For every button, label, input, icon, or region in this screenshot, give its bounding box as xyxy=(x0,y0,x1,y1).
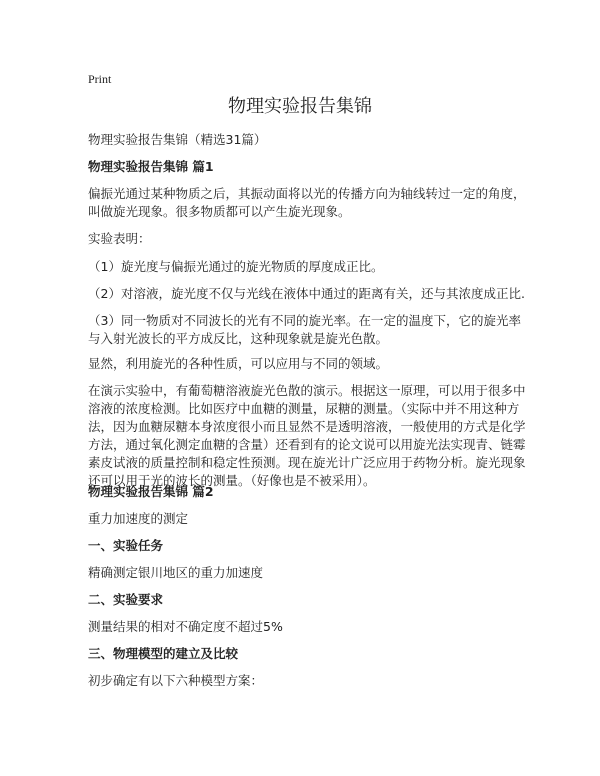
subtitle: 物理实验报告集锦（精选31篇） xyxy=(88,132,267,147)
subheading: 三、物理模型的建立及比较 xyxy=(88,646,239,661)
subheading: 一、实验任务 xyxy=(88,538,164,553)
section-heading-2: 物理实验报告集锦 篇2 xyxy=(88,484,214,499)
paragraph: （1）旋光度与偏振光通过的旋光物质的厚度成正比。 xyxy=(88,259,384,274)
paragraph: 精确测定银川地区的重力加速度 xyxy=(88,565,264,580)
subheading: 二、实验要求 xyxy=(88,592,164,607)
paragraph: （3）同一物质对不同波长的光有不同的旋光率。在一定的温度下，它的旋光率与入射光波长的平方成反比，这种现象就是旋光色散。 xyxy=(88,313,521,346)
paragraph: 偏振光通过某种物质之后，其振动面将以光的传播方向为轴线转过一定的角度，叫做旋光现象。很多物质都可以产生旋光现象。 xyxy=(88,186,526,219)
paragraph: 测量结果的相对不确定度不超过5% xyxy=(88,619,283,634)
print-link[interactable]: Print xyxy=(88,72,112,86)
paragraph: 初步确定有以下六种模型方案： xyxy=(88,673,264,688)
paragraph: 重力加速度的测定 xyxy=(88,511,189,526)
paragraph: 实验表明： xyxy=(88,231,151,246)
paragraph: （2）对溶液，旋光度不仅与光线在液体中通过的距离有关，还与其浓度成正比. xyxy=(88,286,525,301)
page-title: 物理实验报告集锦 xyxy=(228,96,372,117)
paragraph: 在演示实验中，有葡萄糖溶液旋光色散的演示。根据这一原理，可以用于很多中溶液的浓度检测。比如医疗中血糖的测量，尿糖的测量。（实际中并不用这种方法，因为血糖尿糖本身浓度很小而且显然不是透明溶液，一般使用的方式是化学方法，通过氧化测定血糖的含量）还看到有的论文说可以用旋光法实现青、链霉素皮试液的质量控制和稳定性预测。现在旋光计广泛应用于药物分析。旋光现象还可以用于光的波长的测量。（好像也是不被采用）。 xyxy=(88,383,526,488)
paragraph: 显然，利用旋光的各种性质，可以应用与不同的领域。 xyxy=(88,356,389,371)
section-heading-1: 物理实验报告集锦 篇1 xyxy=(88,159,214,174)
